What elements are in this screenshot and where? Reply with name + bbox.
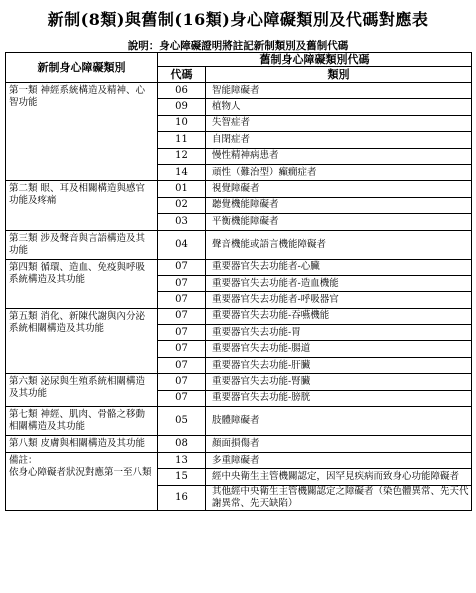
table-row [6, 259, 472, 275]
old-code-cell: 07 [158, 292, 206, 308]
old-category-cell: 經中央衛生主管機關認定，因罕見疾病而致身心功能障礙者 [206, 469, 472, 485]
old-code-cell: 07 [158, 390, 206, 406]
old-code-cell: 10 [158, 115, 206, 131]
header-new-category: 新制身心障礙類別 [6, 53, 158, 83]
new-category-cell: 第一類 神經系統構造及精神、心智功能 [6, 83, 158, 181]
new-category-cell: 備註： 依身心障礙者狀況對應第一至八類 [6, 453, 158, 511]
table-row [6, 181, 472, 197]
old-category-cell: 重要器官失去功能者-心臟 [206, 259, 472, 275]
header-old-group: 舊制身心障礙類別代碼 [158, 53, 472, 67]
old-code-cell: 15 [158, 469, 206, 485]
mapping-table [5, 52, 472, 511]
old-category-cell: 聲音機能或語言機能障礙者 [206, 230, 472, 259]
old-category-cell: 重要器官失去功能-胃 [206, 325, 472, 341]
header-code: 代碼 [158, 67, 206, 83]
old-code-cell: 06 [158, 83, 206, 99]
old-category-cell: 重要器官失去功能者-造血機能 [206, 275, 472, 291]
page-title: 新制(8類)與舊制(16類)身心障礙類別及代碼對應表 [47, 10, 429, 29]
old-category-cell: 重要器官失去功能-肝臟 [206, 357, 472, 373]
old-category-cell: 顏面損傷者 [206, 436, 472, 453]
old-category-cell: 智能障礙者 [206, 83, 472, 99]
old-category-cell: 重要器官失去功能者-呼吸器官 [206, 292, 472, 308]
old-category-cell: 失智症者 [206, 115, 472, 131]
old-code-cell: 12 [158, 148, 206, 164]
old-category-cell: 平衡機能障礙者 [206, 214, 472, 230]
header-category: 類別 [206, 67, 472, 83]
old-category-cell: 重要器官失去功能-腸道 [206, 341, 472, 357]
table-row [6, 374, 472, 390]
old-code-cell: 07 [158, 374, 206, 390]
new-category-cell: 第八類 皮膚與相關構造及其功能 [6, 436, 158, 453]
old-category-cell: 重要器官失去功能-吞嚥機能 [206, 308, 472, 324]
old-code-cell: 01 [158, 181, 206, 197]
new-category-cell: 第七類 神經、肌肉、骨骼之移動相關構造及其功能 [6, 407, 158, 436]
old-code-cell: 04 [158, 230, 206, 259]
new-category-cell: 第四類 循環、造血、免疫與呼吸系統構造及其功能 [6, 259, 158, 308]
old-code-cell: 16 [158, 485, 206, 510]
old-code-cell: 07 [158, 341, 206, 357]
new-category-cell: 第二類 眼、耳及相關構造與感官功能及疼痛 [6, 181, 158, 230]
old-code-cell: 02 [158, 197, 206, 213]
page-subtitle: 說明：身心障礙證明將註記新制類別及舊制代碼 [127, 40, 349, 52]
old-category-cell: 慢性精神病患者 [206, 148, 472, 164]
table-row [6, 230, 472, 259]
old-code-cell: 09 [158, 99, 206, 115]
old-category-cell: 肢體障礙者 [206, 407, 472, 436]
old-code-cell: 14 [158, 164, 206, 180]
old-category-cell: 重要器官失去功能-膀胱 [206, 390, 472, 406]
old-category-cell: 重要器官失去功能-腎臟 [206, 374, 472, 390]
old-category-cell: 視覺障礙者 [206, 181, 472, 197]
old-code-cell: 08 [158, 436, 206, 453]
old-code-cell: 13 [158, 453, 206, 469]
table-row [6, 83, 472, 99]
old-category-cell: 自閉症者 [206, 132, 472, 148]
old-code-cell: 07 [158, 308, 206, 324]
old-code-cell: 07 [158, 259, 206, 275]
old-code-cell: 03 [158, 214, 206, 230]
table-row [6, 407, 472, 436]
old-category-cell: 植物人 [206, 99, 472, 115]
old-category-cell: 其他經中央衛生主管機關認定之障礙者（染色體異常、先天代謝異常、先天缺陷） [206, 485, 472, 510]
old-code-cell: 05 [158, 407, 206, 436]
table-row [6, 308, 472, 324]
new-category-cell: 第六類 泌尿與生殖系統相關構造及其功能 [6, 374, 158, 407]
old-category-cell: 聽覺機能障礙者 [206, 197, 472, 213]
old-code-cell: 07 [158, 357, 206, 373]
table-row [6, 453, 472, 469]
old-code-cell: 07 [158, 275, 206, 291]
new-category-cell: 第三類 涉及聲音與言語構造及其功能 [6, 230, 158, 259]
old-code-cell: 11 [158, 132, 206, 148]
old-code-cell: 07 [158, 325, 206, 341]
old-category-cell: 多重障礙者 [206, 453, 472, 469]
new-category-cell: 第五類 消化、新陳代謝與內分泌系統相關構造及其功能 [6, 308, 158, 374]
table-body [6, 83, 472, 511]
table-row [6, 436, 472, 453]
old-category-cell: 頑性（難治型）癲癇症者 [206, 164, 472, 180]
